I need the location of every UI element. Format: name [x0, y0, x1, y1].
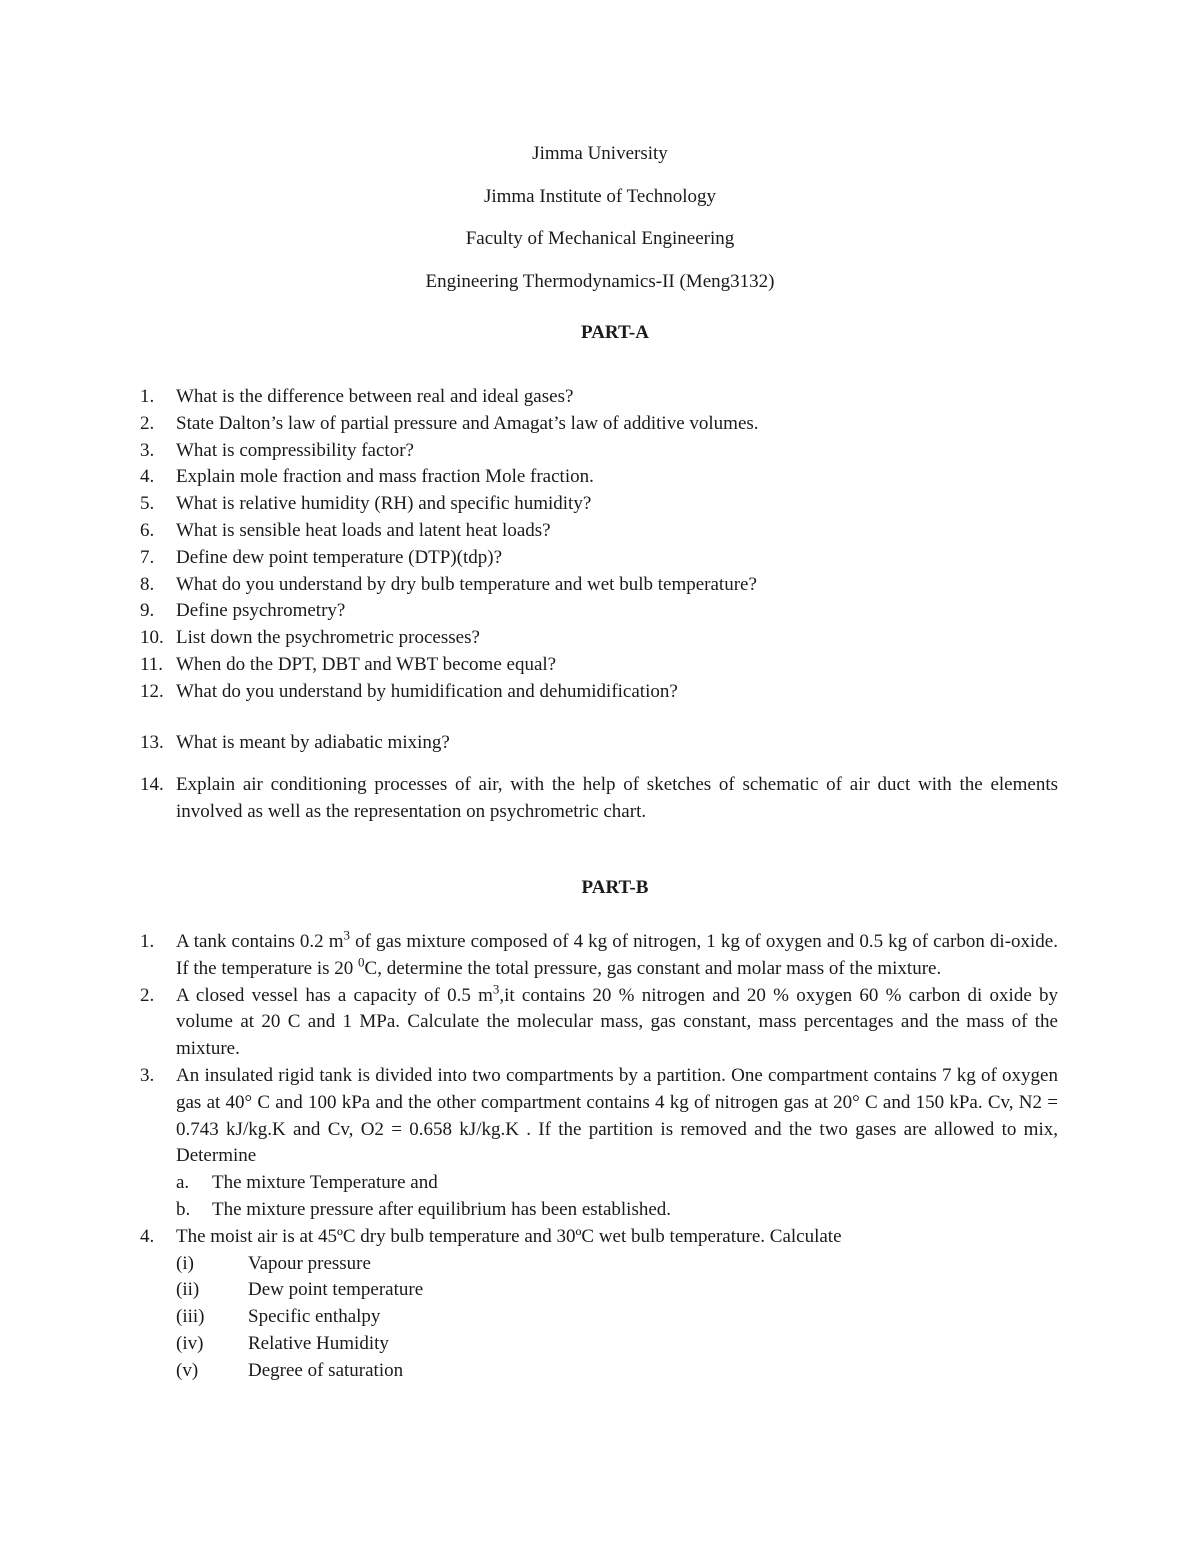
question-text: The moist air is at 45ºC dry bulb temperature and 30ºC wet bulb temperature. Calculate	[176, 1225, 842, 1247]
question-text: Explain mole fraction and mass fraction Mole fraction.	[176, 466, 594, 488]
part-a-question-7	[140, 545, 1058, 572]
superscript: 3	[492, 981, 500, 997]
part-a-question-10	[140, 625, 1058, 652]
part-a-question-14	[140, 772, 1058, 826]
question-text-part: A closed vessel has a capacity of 0.5 m	[176, 984, 493, 1006]
part-a-question-list-cont2	[140, 772, 1058, 826]
part-a-question-4	[140, 464, 1058, 491]
part-a-question-12	[140, 679, 1058, 706]
question-text	[176, 929, 1058, 983]
part-b-question-list	[140, 929, 1058, 1385]
question-text: List down the psychrometric processes?	[176, 627, 480, 649]
sub-question-iv	[176, 1331, 1058, 1358]
sub-question-text: Vapour pressure	[248, 1252, 371, 1274]
question-number: 1.	[140, 386, 155, 407]
part-b-title: PART-B	[581, 877, 649, 898]
university-name: Jimma University	[532, 143, 668, 164]
sub-question-label: (ii)	[176, 1279, 200, 1301]
part-a-question-13	[140, 730, 1058, 757]
question-number: 3.	[140, 439, 155, 461]
sub-question-label: (iii)	[176, 1306, 205, 1328]
part-b-question-2	[140, 983, 1058, 1063]
question-text	[176, 983, 1058, 1063]
sub-question-label: a.	[176, 1172, 190, 1194]
faculty-name: Faculty of Mechanical Engineering	[465, 228, 735, 249]
sub-question-a	[176, 1170, 1058, 1197]
course-title: Engineering Thermodynamics-II (Meng3132)	[425, 271, 775, 292]
question-number: 2.	[140, 984, 155, 1006]
question-text: What do you understand by humidification and dehumidification?	[176, 680, 678, 702]
question-text: Explain air conditioning processes of air, with the help of sketches of schematic of air duct with the elements involved as well as the representation on psychrometric chart.	[176, 774, 1058, 822]
sub-question-text: The mixture Temperature and	[212, 1172, 438, 1194]
question-text-part: C, determine the total pressure, gas constant and molar mass of the mixture.	[364, 957, 942, 979]
question-text: What is relative humidity (RH) and specific humidity?	[176, 493, 592, 515]
question-number: 7.	[140, 546, 155, 568]
sub-question-i	[176, 1251, 1058, 1278]
part-a-question-6	[140, 518, 1058, 545]
sub-question-label: b.	[176, 1198, 191, 1220]
part-a-question-list	[140, 384, 1058, 706]
question-text-part: A tank contains 0.2 m	[176, 931, 344, 952]
question-number: 8.	[140, 573, 155, 595]
institute-name: Jimma Institute of Technology	[483, 186, 717, 207]
question-number: 9.	[140, 600, 155, 622]
sub-question-text: The mixture pressure after equilibrium has been established.	[212, 1198, 672, 1220]
part-a-question-8	[140, 572, 1058, 599]
question-number: 4.	[140, 1225, 155, 1247]
question-text: What is meant by adiabatic mixing?	[176, 732, 450, 753]
question-number: 13.	[140, 732, 164, 753]
sub-question-ii	[176, 1277, 1058, 1304]
question-number: 10.	[140, 627, 164, 649]
sub-question-label: (iv)	[176, 1332, 204, 1354]
question-text: When do the DPT, DBT and WBT become equal?	[176, 653, 557, 675]
question-number: 12.	[140, 680, 164, 702]
part-b-question-3	[140, 1063, 1058, 1224]
question-number: 3.	[140, 1064, 155, 1086]
part-a-question-list-cont	[140, 730, 1058, 757]
question-number: 6.	[140, 519, 155, 541]
sub-question-text: Dew point temperature	[248, 1279, 424, 1301]
question-text: Define psychrometry?	[176, 600, 346, 622]
question-number: 5.	[140, 493, 155, 515]
question-text: What is sensible heat loads and latent heat loads?	[176, 519, 551, 541]
part-a-question-5	[140, 491, 1058, 518]
superscript: 3	[343, 927, 351, 943]
part-a-title: PART-A	[581, 322, 649, 343]
part-a-question-2	[140, 411, 1058, 438]
superscript: 0	[358, 954, 365, 970]
question-number: 4.	[140, 466, 155, 488]
sub-question-label: (i)	[176, 1252, 194, 1274]
question-text: Define dew point temperature (DTP)(tdp)?	[176, 546, 503, 568]
question-number: 1.	[140, 931, 155, 952]
part-a-question-11	[140, 652, 1058, 679]
part-a-question-9	[140, 598, 1058, 625]
question-number: 14.	[140, 774, 164, 795]
sub-question-b	[176, 1197, 1058, 1224]
part-b-question-4	[140, 1224, 1058, 1385]
question-text-part: of gas mixture composed of 4 kg of nitrogen, 1 kg of oxygen and 0.5 kg of carbon di-oxide. If the temperature is 20	[176, 931, 1058, 979]
question-text: What is compressibility factor?	[176, 439, 414, 461]
sub-question-text: Degree of saturation	[248, 1359, 404, 1381]
sub-question-text: Relative Humidity	[248, 1332, 389, 1354]
part-a-question-1	[140, 384, 1058, 411]
sub-question-text: Specific enthalpy	[248, 1306, 381, 1328]
question-number: 11.	[140, 653, 164, 675]
question-text: What do you understand by dry bulb temperature and wet bulb temperature?	[176, 573, 757, 595]
part-b-question-1	[140, 929, 1058, 983]
question-text: State Dalton’s law of partial pressure and Amagat’s law of additive volumes.	[176, 412, 759, 434]
part-a-question-3	[140, 438, 1058, 465]
question-text-part: ,it contains 20 % nitrogen and 20 % oxygen 60 % carbon di oxide by volume at 20 C and 1 MPa. Calculate the molecular mass, gas constant, mass percentages and the mass of the mixture.	[176, 984, 1058, 1060]
question-text: An insulated rigid tank is divided into two compartments by a partition. One compartment contains 7 kg of oxygen gas at 40° C and 100 kPa and the other compartment contains 4 kg of nitrogen gas at 20° C and 150 kPa. Cv, N2 = 0.743 kJ/kg.K and Cv, O2 = 0.658 kJ/kg.K . If the partition is removed and the two gases are allowed to mix, Determine	[176, 1064, 1058, 1167]
question-number: 2.	[140, 412, 155, 434]
question-text: What is the difference between real and ideal gases?	[176, 386, 574, 407]
sub-question-iii	[176, 1304, 1058, 1331]
sub-question-v	[176, 1358, 1058, 1385]
sub-question-label: (v)	[176, 1359, 199, 1381]
